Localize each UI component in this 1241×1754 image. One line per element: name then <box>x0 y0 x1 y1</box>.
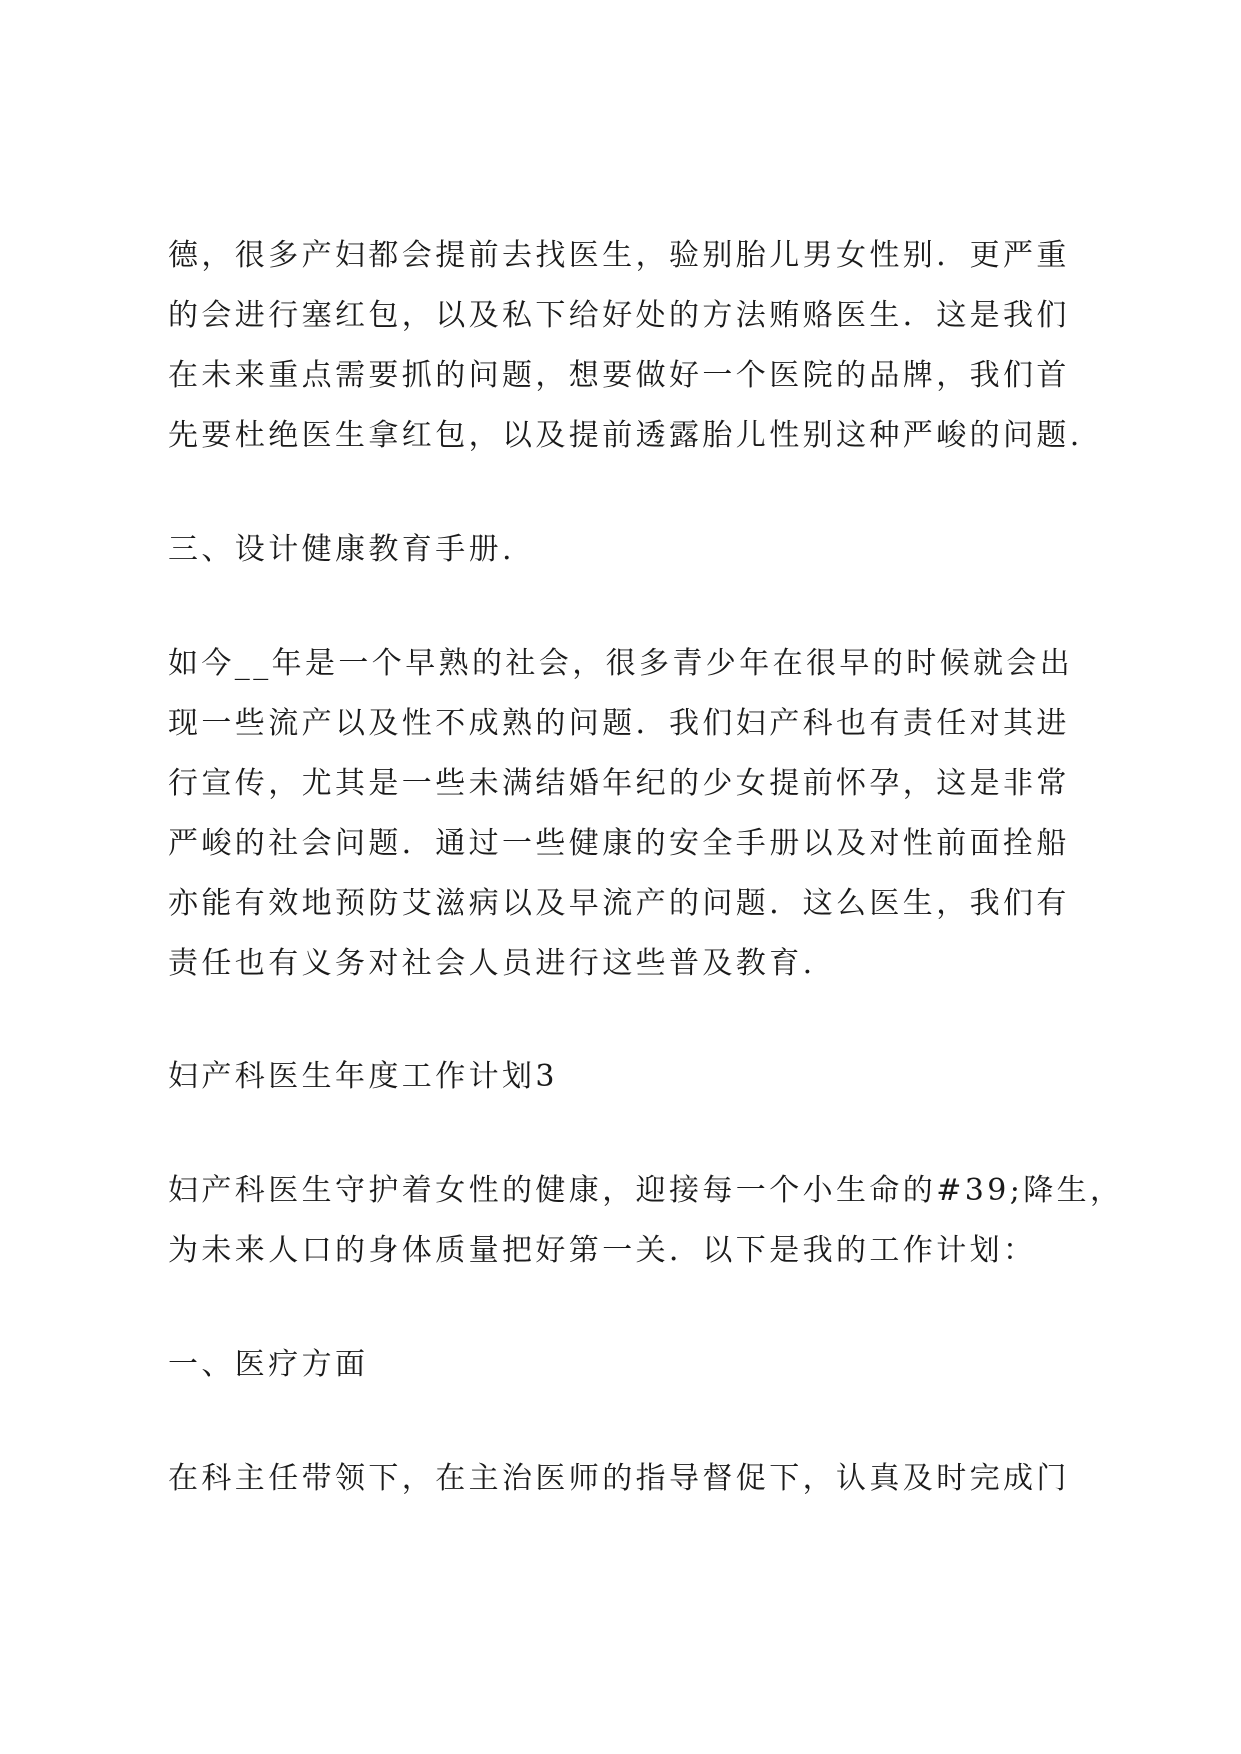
paragraph-line: 的会进行塞红包，以及私下给好处的方法贿赂医生．这是我们 <box>168 298 1070 333</box>
paragraph-line: 现一些流产以及性不成熟的问题．我们妇产科也有责任对其进 <box>168 706 1070 741</box>
section-title: 妇产科医生年度工作计划3 <box>168 1059 558 1094</box>
paragraph-line: 为未来人口的身体质量把好第一关．以下是我的工作计划： <box>168 1233 1037 1268</box>
section-heading: 一、医疗方面 <box>168 1347 369 1382</box>
paragraph-line: 行宣传，尤其是一些未满结婚年纪的少女提前怀孕，这是非常 <box>168 766 1070 801</box>
paragraph-line: 德，很多产妇都会提前去找医生，验别胎儿男女性别．更严重 <box>168 238 1070 273</box>
paragraph-line: 如今__年是一个早熟的社会，很多青少年在很早的时候就会出 <box>168 646 1074 681</box>
paragraph-line: 亦能有效地预防艾滋病以及早流产的问题．这么医生，我们有 <box>168 886 1070 921</box>
paragraph-line: 在未来重点需要抓的问题，想要做好一个医院的品牌，我们首 <box>168 358 1070 393</box>
paragraph-line: 责任也有义务对社会人员进行这些普及教育. <box>168 946 816 981</box>
section-heading: 三、设计健康教育手册. <box>168 532 515 567</box>
paragraph-line: 妇产科医生守护着女性的健康，迎接每一个小生命的#39;降生， <box>168 1173 1124 1208</box>
paragraph-line: 在科主任带领下，在主治医师的指导督促下，认真及时完成门 <box>168 1461 1070 1496</box>
paragraph-line: 先要杜绝医生拿红包，以及提前透露胎儿性别这种严峻的问题. <box>168 418 1083 453</box>
paragraph-line: 严峻的社会问题．通过一些健康的安全手册以及对性前面拴船 <box>168 826 1070 861</box>
